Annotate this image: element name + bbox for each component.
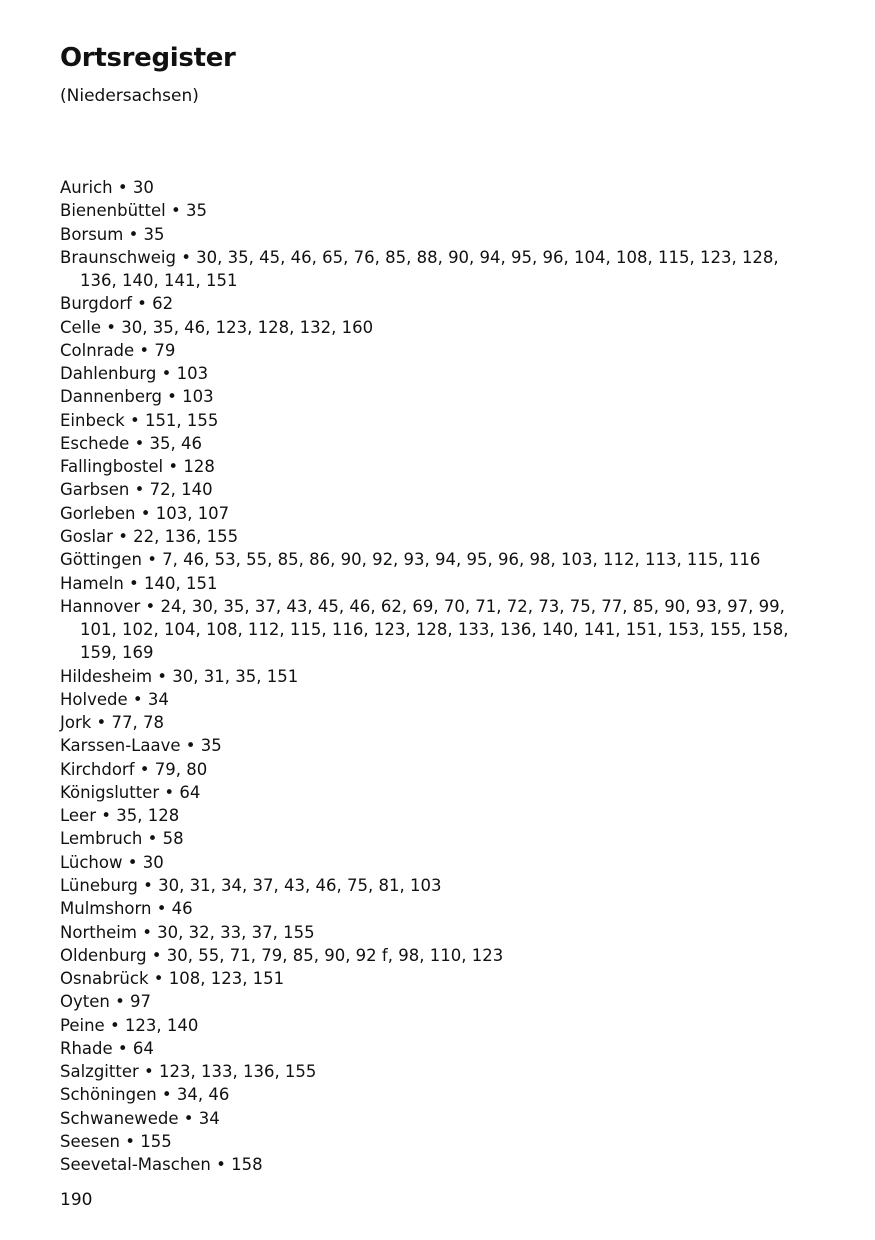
index-entry: Schwanewede • 34 [60, 1108, 220, 1128]
index-entry: Hildesheim • 30, 31, 35, 151 [60, 666, 299, 686]
index-entry: Seesen • 155 [60, 1131, 172, 1151]
index-entry: Dahlenburg • 103 [60, 364, 209, 384]
page-number: 190 [60, 1190, 93, 1210]
place-index-list [60, 176, 800, 1176]
index-entry: Göttingen • 7, 46, 53, 55, 85, 86, 90, 92, 93, 94, 95, 96, 98, 103, 112, 113, 115, 116 [60, 550, 761, 570]
index-entry: Karssen-Laave • 35 [60, 736, 222, 756]
index-entry: Holvede • 34 [60, 689, 169, 709]
index-entry: Eschede • 35, 46 [60, 433, 203, 453]
index-entry: Leer • 35, 128 [60, 806, 180, 826]
index-entry: Königslutter • 64 [60, 782, 201, 802]
index-entry: Bienenbüttel • 35 [60, 201, 207, 221]
index-entry: Northeim • 30, 32, 33, 37, 155 [60, 922, 315, 942]
index-entry: Gorleben • 103, 107 [60, 503, 230, 523]
index-entry: Seevetal-Maschen • 158 [60, 1155, 263, 1175]
index-entry: Burgdorf • 62 [60, 294, 174, 314]
index-entry: Lembruch • 58 [60, 829, 184, 849]
index-entry: Aurich • 30 [60, 178, 154, 197]
index-entry: Oyten • 97 [60, 992, 152, 1012]
index-entry: Borsum • 35 [60, 224, 165, 244]
page-title: Ortsregister [60, 43, 236, 73]
index-entry: Mulmshorn • 46 [60, 899, 193, 919]
index-entry: Colnrade • 79 [60, 340, 176, 360]
index-entry: Rhade • 64 [60, 1038, 154, 1058]
index-entry: Salzgitter • 123, 133, 136, 155 [60, 1062, 317, 1082]
index-entry: Kirchdorf • 79, 80 [60, 759, 208, 779]
index-entry: Peine • 123, 140 [60, 1015, 199, 1035]
index-entry: Lüchow • 30 [60, 852, 164, 872]
page-subtitle: (Niedersachsen) [60, 86, 199, 106]
index-entry: Oldenburg • 30, 55, 71, 79, 85, 90, 92 f, 98, 110, 123 [60, 945, 504, 965]
index-entry: Dannenberg • 103 [60, 387, 214, 407]
index-entry: Einbeck • 151, 155 [60, 410, 219, 430]
index-entry: Lüneburg • 30, 31, 34, 37, 43, 46, 75, 81, 103 [60, 875, 442, 895]
index-entry: Osnabrück • 108, 123, 151 [60, 969, 285, 989]
index-entry: Jork • 77, 78 [60, 713, 165, 733]
index-entry: Goslar • 22, 136, 155 [60, 526, 239, 546]
index-entry: Celle • 30, 35, 46, 123, 128, 132, 160 [60, 317, 374, 337]
index-entry: Schöningen • 34, 46 [60, 1085, 230, 1105]
index-entry: Braunschweig • 30, 35, 45, 46, 65, 76, 85, 88, 90, 94, 95, 96, 104, 108, 115, 123, 128, 136, 140, 141, 151 [60, 247, 779, 291]
index-entry: Hameln • 140, 151 [60, 573, 218, 593]
index-entry: Hannover • 24, 30, 35, 37, 43, 45, 46, 62, 69, 70, 71, 72, 73, 75, 77, 85, 90, 93, 97, 99, 101, 102, 104, 108, 112, 115, 116, 123, 128, 133, 136, 140, 141, 151, 153, 155, 158, 159, 169 [60, 596, 789, 663]
index-entry: Fallingbostel • 128 [60, 457, 215, 477]
index-entry: Garbsen • 72, 140 [60, 480, 213, 500]
